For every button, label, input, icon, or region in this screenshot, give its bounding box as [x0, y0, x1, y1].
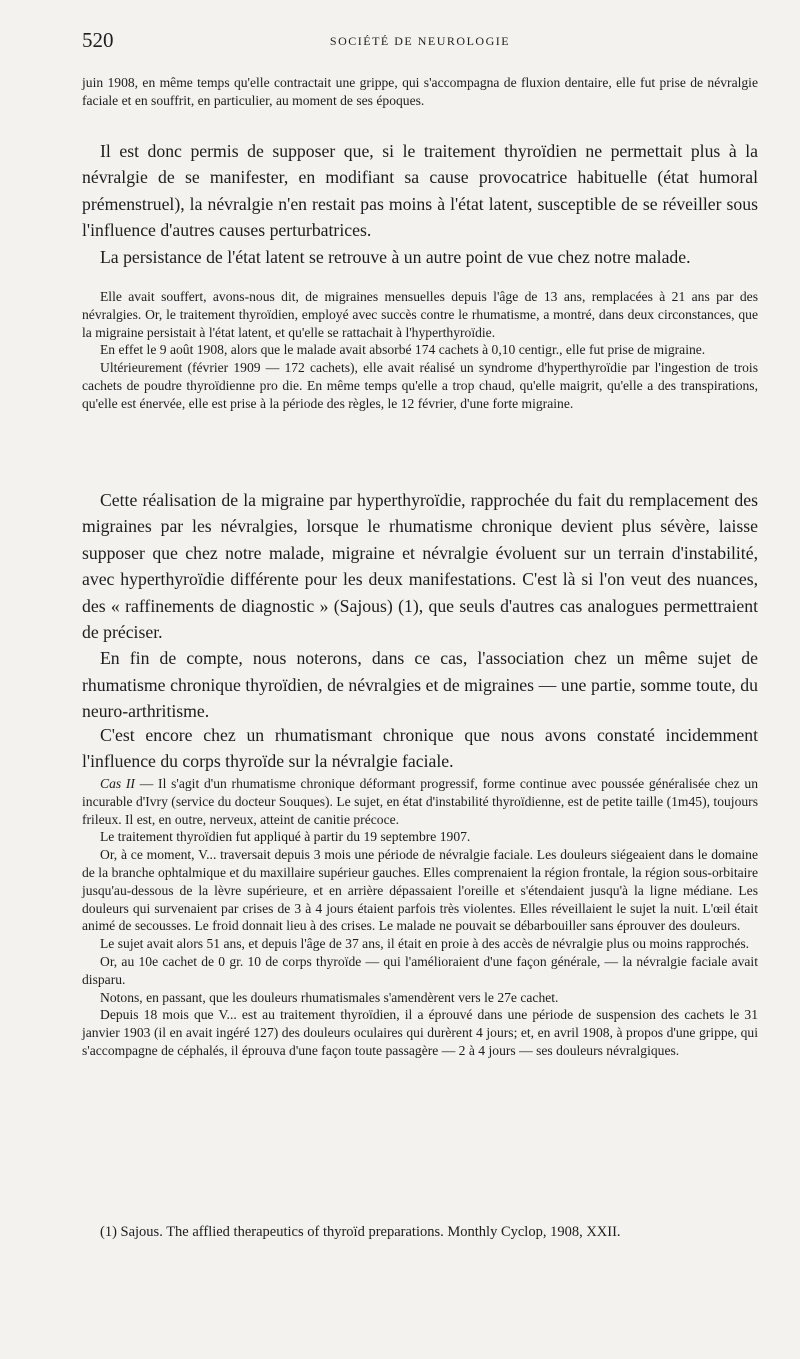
paragraph: — Il s'agit d'un rhumatisme chronique déformant progressif, forme continue avec poussée généralisée chez un incurable d'Ivry (service du docteur Souques). Le sujet, en état d'instabilité thyroïdienne, est de petite taille (1m45), toujours frileux. Il est, en outre, nerveux, atteint de canitie précoce.: [82, 776, 759, 827]
paragraph: Elle avait souffert, avons-nous dit, de migraines mensuelles depuis l'âge de 13 ans, remplacées à 21 ans par des névralgies. Or, le traitement thyroïdien, employé avec succès contre le rhumatisme, a montré, dans deux circonstances, que la migraine persistait à l'état latent, et qu'elle se rattachait à l'hyperthyroïdie.: [82, 289, 758, 340]
paragraph: En effet le 9 août 1908, alors que le malade avait absorbé 174 cachets à 0,10 centigr., elle fut prise de migraine.: [100, 342, 706, 358]
paragraph: Cette réalisation de la migraine par hyperthyroïdie, rapprochée du fait du remplacement des migraines par les névralgies, lorsque le rhumatisme chronique devient plus sévère, laisse supposer que chez notre malade, migraine et névralgie évoluent sur un terrain d'instabilité, avec hyperthyroïdie différente pour les deux manifestations. C'est là si l'on veut des nuances, des « raffinements de diagnostic » (Sajous) (1), que seuls d'autres cas analogues permettraient de préciser.: [82, 490, 758, 643]
paragraph: Le traitement thyroïdien fut appliqué à partir du 19 septembre 1907.: [100, 829, 471, 845]
paragraph: C'est encore chez un rhumatismant chronique que nous avons constaté incidemment l'influence du corps thyroïde sur la névralgie faciale.: [82, 725, 758, 772]
main-text-section-3: [82, 722, 758, 775]
running-head: SOCIÉTÉ DE NEUROLOGIE: [329, 34, 511, 48]
paragraph: juin 1908, en même temps qu'elle contractait une grippe, qui s'accompagna de fluxion dentaire, elle fut prise de névralgie faciale et en souffrit, en particulier, au moment de ses époques.: [82, 75, 758, 108]
paragraph: Le sujet avait alors 51 ans, et depuis l'âge de 37 ans, il était en proie à des accès de névralgie plus ou moins rapprochés.: [100, 936, 750, 952]
paragraph: Notons, en passant, que les douleurs rhumatismales s'amendèrent vers le 27e cachet.: [100, 989, 559, 1005]
paragraph: En fin de compte, nous noterons, dans ce cas, l'association chez un même sujet de rhumatisme chronique thyroïdien, de névralgies et de migraines — une partie, somme toute, du neuro-arthritisme.: [82, 648, 758, 722]
page-header: [82, 28, 758, 52]
main-text-section-1: [82, 138, 758, 270]
paragraph: La persistance de l'état latent se retrouve à un autre point de vue chez notre malade.: [100, 246, 691, 267]
paragraph: Il est donc permis de supposer que, si le traitement thyroïdien ne permettait plus à la névralgie de se manifester, en modifiant sa cause provocatrice habituelle (état humoral prémenstruel), la névralgie n'en restait pas moins à l'état latent, susceptible de se réveiller sous l'influence d'autres causes perturbatrices.: [82, 141, 758, 241]
paragraph: Or, au 10e cachet de 0 gr. 10 de corps thyroïde — qui l'amélioraient d'une façon générale, — la névralgie faciale avait disparu.: [82, 953, 758, 987]
continued-paragraph: [82, 74, 758, 110]
footnote-text: (1) Sajous. The afflied therapeutics of thyroïd preparations. Monthly Cyclop, 1908, XXII.: [100, 1224, 621, 1240]
footnote: [82, 1223, 758, 1242]
case-label: Cas II: [100, 776, 135, 791]
observation-text-1: [82, 288, 758, 413]
main-text-section-2: [82, 487, 758, 725]
page-number: 520: [82, 28, 114, 52]
case-observation: [82, 775, 758, 1060]
paragraph: Depuis 18 mois que V... est au traitement thyroïdien, il a éprouvé dans une période de suspension des cachets le 31 janvier 1903 (il en avait ingéré 127) des douleurs oculaires qui durèrent 4 jours; et, en avril 1908, à propos d'une grippe, qui s'accompagne de céphalés, il éprouva d'une façon toute passagère — 2 à 4 jours — ses douleurs névralgiques.: [82, 1007, 758, 1058]
paragraph: Ultérieurement (février 1909 — 172 cachets), elle avait réalisé un syndrome d'hyperthyroïdie par l'ingestion de trois cachets de poudre thyroïdienne pro die. En même temps qu'elle a trop chaud, qu'elle maigrit, qu'elle a des transpirations, qu'elle est énervée, elle est prise à la période des règles, le 12 février, d'une forte migraine.: [82, 360, 758, 411]
paragraph: Or, à ce moment, V... traversait depuis 3 mois une période de névralgie faciale. Les douleurs siégeaient dans le domaine de la branche ophtalmique et du maxillaire supérieur gauches. Elles comprenaient la région frontale, la région sous-orbitaire jusqu'au-dessous de la lèvre supérieure, et en arrière dépassaient l'oreille et s'étendaient jusqu'à la ligne médiane. Les douleurs qui survenaient par crises de 3 à 4 jours étaient parfois très violentes. Elles réveillaient le sujet la nuit. L'œil était animé de secousses. Le froid donnait lieu à des crises. Le malade ne pouvait se débarbouiller sans éprouver des douleurs.: [82, 847, 758, 934]
